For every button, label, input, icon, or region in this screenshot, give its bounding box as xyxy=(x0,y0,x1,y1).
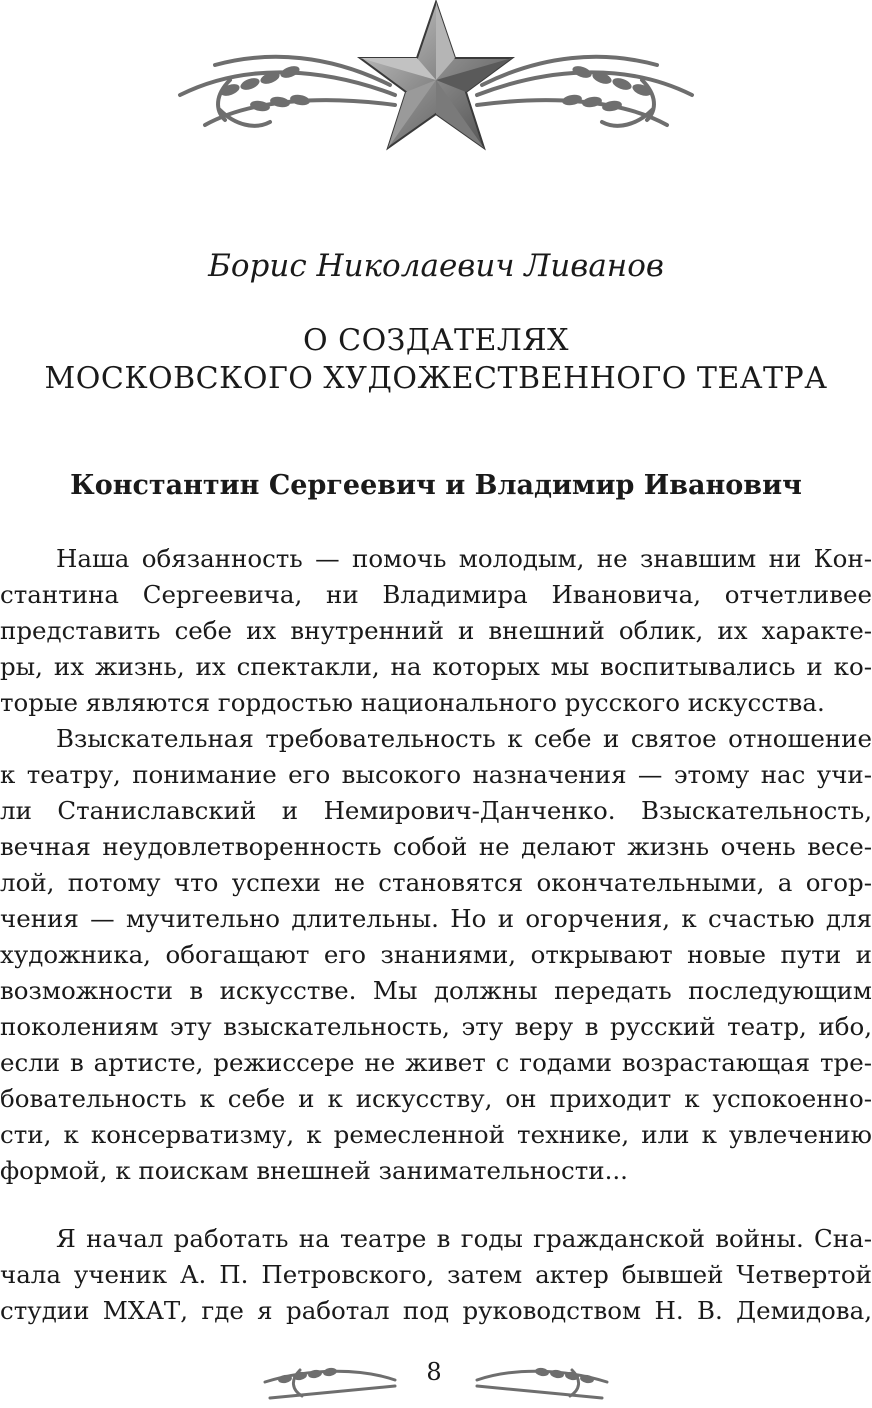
wheat-left-icon xyxy=(180,57,395,126)
text-line: Я начал работать на театре в годы гражданской войны. Сна- xyxy=(56,1224,872,1253)
text-line: ли Станиславский и Немирович-Данченко. Взыскательность, xyxy=(0,796,872,825)
text-line: к театру, понимание его высокого назначения — этому нас учи- xyxy=(0,760,872,789)
page-number: 8 xyxy=(426,1358,442,1386)
text-line: сти, к консерватизму, к ремесленной технике, или к увлечению xyxy=(0,1120,872,1149)
text-line: ры, их жизнь, их спектакли, на которых мы воспитывались и ко- xyxy=(0,652,872,681)
author-name: Борис Николаевич Ливанов xyxy=(208,248,664,284)
text-line: торые являются гордостью национального русского искусства. xyxy=(0,688,825,717)
chapter-title-line-2: МОСКОВСКОГО ХУДОЖЕСТВЕННОГО ТЕАТРА xyxy=(44,361,828,396)
text-line: бовательность к себе и к искусству, он приходит к успокоенно- xyxy=(0,1084,872,1113)
chapter-title xyxy=(0,322,872,398)
text-line: чения — мучительно длительны. Но и огорчения, к счастью для xyxy=(0,904,872,933)
text-line: Взыскательная требовательность к себе и святое отношение xyxy=(56,724,872,753)
star-icon xyxy=(360,2,512,148)
section-subtitle: Константин Сергеевич и Владимир Иванович xyxy=(70,470,802,501)
text-line: формой, к поискам внешней занимательности... xyxy=(0,1156,628,1185)
text-line: студии МХАТ, где я работал под руководством Н. В. Демидова, xyxy=(0,1296,872,1325)
chapter-title-line-1: О СОЗДАТЕЛЯХ xyxy=(302,323,569,358)
text-line: возможности в искусстве. Мы должны передать последующим xyxy=(0,976,872,1005)
text-line: если в артисте, режиссере не живет с годами возрастающая тре- xyxy=(0,1048,872,1077)
wheat-right-icon xyxy=(477,57,692,126)
text-line: поколениям эту взыскательность, эту веру в русский театр, ибо, xyxy=(0,1012,872,1041)
text-line: стантина Сергеевича, ни Владимира Ивановича, отчетливее xyxy=(0,580,872,609)
text-line: художника, обогащают его знаниями, открывают новые пути и xyxy=(0,940,872,969)
text-line: чала ученик А. П. Петровского, затем актер бывшей Четвертой xyxy=(0,1260,872,1289)
text-line: Наша обязанность — помочь молодым, не знавшим ни Кон- xyxy=(56,544,872,573)
text-line: вечная неудовлетворенность собой не делают жизнь очень весе- xyxy=(0,832,872,861)
text-line: лой, потому что успехи не становятся окончательными, а огор- xyxy=(0,868,872,897)
star-wheat-ornament xyxy=(0,0,872,160)
text-line: представить себе их внутренний и внешний облик, их характе- xyxy=(0,616,872,645)
